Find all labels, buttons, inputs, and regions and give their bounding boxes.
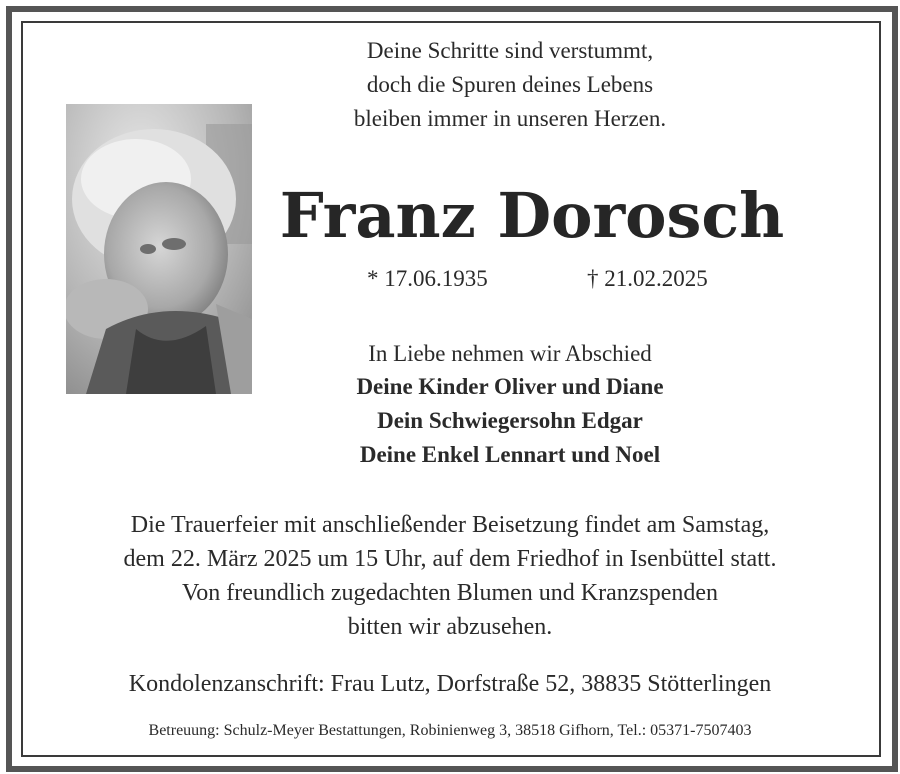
mourner-line: Deine Enkel Lennart und Noel	[359, 442, 661, 467]
verse-line: bleiben immer in unseren Herzen.	[353, 106, 667, 131]
verse-line: Deine Schritte sind verstummt,	[366, 38, 654, 63]
portrait-photo	[66, 104, 252, 394]
service-line: Die Trauerfeier mit anschließender Beisetzung findet am Samstag,	[130, 512, 770, 538]
farewell-intro: In Liebe nehmen wir Abschied	[368, 341, 652, 366]
mourners-list	[270, 370, 750, 472]
birth-date: * 17.06.1935	[367, 266, 488, 291]
service-line: Von freundlich zugedachten Blumen und Kranzspenden	[181, 580, 719, 606]
memorial-verse	[290, 34, 730, 136]
service-notice	[40, 508, 860, 644]
verse-line: doch die Spuren deines Lebens	[366, 72, 654, 97]
condolence-address: Kondolenzanschrift: Frau Lutz, Dorfstraße 52, 38835 Stötterlingen	[128, 671, 772, 697]
deceased-name: Franz Dorosch	[279, 179, 785, 252]
mourner-line: Dein Schwiegersohn Edgar	[377, 408, 643, 433]
mourner-line: Deine Kinder Oliver und Diane	[356, 374, 664, 399]
undertaker-info: Betreuung: Schulz-Meyer Bestattungen, Robinienweg 3, 38518 Gifhorn, Tel.: 05371-7507403	[148, 722, 752, 739]
service-line: bitten wir abzusehen.	[347, 614, 553, 640]
death-date: † 21.02.2025	[587, 266, 708, 291]
service-line: dem 22. März 2025 um 15 Uhr, auf dem Friedhof in Isenbüttel statt.	[123, 546, 777, 572]
